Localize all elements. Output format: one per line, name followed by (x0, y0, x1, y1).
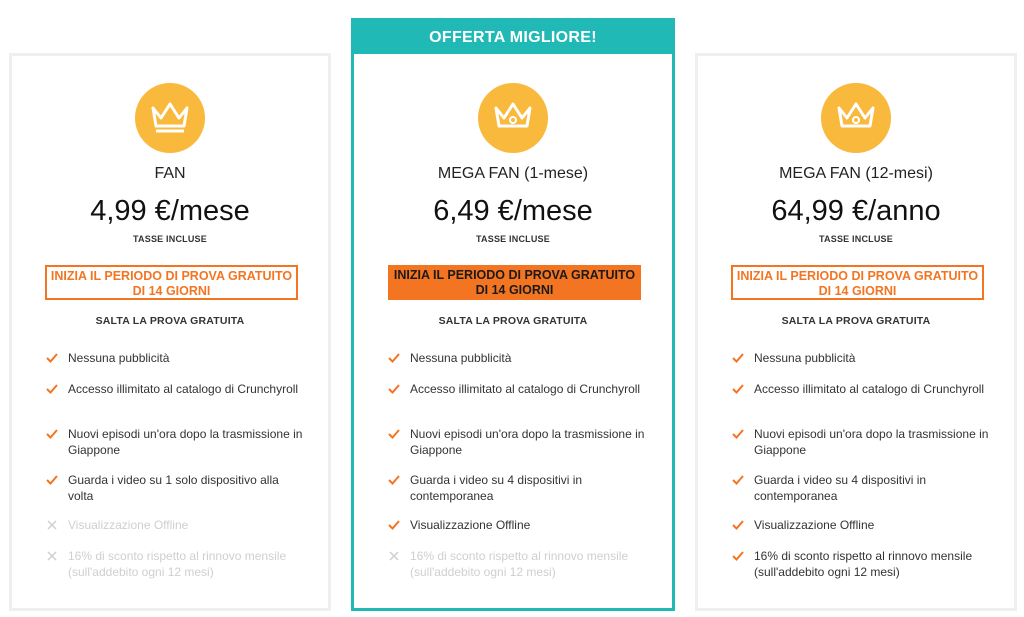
plan-card-mega-fan-1-month (351, 18, 675, 611)
feature-item: Nessuna pubblicità (732, 350, 992, 366)
cross-icon (46, 548, 60, 564)
feature-item: Nuovi episodi un'ora dopo la trasmissione in Giappone (732, 426, 992, 458)
plan-name: FAN (154, 165, 186, 182)
feature-item: Visualizzazione Offline (46, 517, 306, 533)
check-icon (46, 426, 60, 442)
check-icon (732, 472, 746, 488)
feature-item: 16% di sconto rispetto al rinnovo mensile (sull'addebito ogni 12 mesi) (46, 548, 306, 580)
plan-name: MEGA FAN (12-mesi) (779, 165, 933, 182)
feature-item: Guarda i video su 1 solo dispositivo alla volta (46, 472, 306, 504)
crown-icon (478, 83, 548, 153)
feature-item: 16% di sconto rispetto al rinnovo mensile (sull'addebito ogni 12 mesi) (388, 548, 648, 580)
skip-trial-link[interactable]: SALTA LA PROVA GRATUITA (781, 315, 931, 327)
check-icon (732, 350, 746, 366)
plan-name: MEGA FAN (1-mese) (437, 165, 589, 182)
cross-icon (388, 548, 402, 564)
check-icon (46, 381, 60, 397)
crown-icon (135, 83, 205, 153)
check-icon (388, 517, 402, 533)
crown-icon (821, 83, 891, 153)
plan-price: 4,99 €/mese (90, 195, 250, 227)
feature-item: Nessuna pubblicità (46, 350, 306, 366)
check-icon (732, 517, 746, 533)
check-icon (388, 350, 402, 366)
tax-note: TASSE INCLUSE (476, 234, 550, 244)
plan-card-mega-fan-12-month (695, 53, 1017, 611)
check-icon (388, 426, 402, 442)
feature-item: Visualizzazione Offline (388, 517, 648, 533)
plan-price: 6,49 €/mese (433, 195, 593, 227)
start-trial-button[interactable]: INIZIA IL PERIODO DI PROVA GRATUITO DI 14 GIORNI (731, 265, 984, 300)
start-trial-button[interactable]: INIZIA IL PERIODO DI PROVA GRATUITO DI 14 GIORNI (388, 265, 641, 300)
check-icon (732, 548, 746, 564)
cross-icon (46, 517, 60, 533)
best-offer-ribbon: OFFERTA MIGLIORE! (354, 21, 672, 54)
tax-note: TASSE INCLUSE (819, 234, 893, 244)
feature-item: Nessuna pubblicità (388, 350, 648, 366)
feature-item: Guarda i video su 4 dispositivi in contemporanea (732, 472, 992, 504)
check-icon (388, 472, 402, 488)
check-icon (46, 350, 60, 366)
plan-price: 64,99 €/anno (771, 195, 941, 227)
feature-item: Accesso illimitato al catalogo di Crunchyroll (46, 381, 306, 397)
feature-item: Guarda i video su 4 dispositivi in contemporanea (388, 472, 648, 504)
check-icon (388, 381, 402, 397)
check-icon (732, 426, 746, 442)
feature-item: Accesso illimitato al catalogo di Crunchyroll (732, 381, 992, 397)
check-icon (46, 472, 60, 488)
feature-item: Nuovi episodi un'ora dopo la trasmissione in Giappone (46, 426, 306, 458)
feature-item: Nuovi episodi un'ora dopo la trasmissione in Giappone (388, 426, 648, 458)
feature-item: 16% di sconto rispetto al rinnovo mensile (sull'addebito ogni 12 mesi) (732, 548, 992, 580)
feature-item: Accesso illimitato al catalogo di Crunchyroll (388, 381, 648, 397)
start-trial-button[interactable]: INIZIA IL PERIODO DI PROVA GRATUITO DI 14 GIORNI (45, 265, 298, 300)
tax-note: TASSE INCLUSE (133, 234, 207, 244)
plan-card-fan (9, 53, 331, 611)
check-icon (732, 381, 746, 397)
feature-item: Visualizzazione Offline (732, 517, 992, 533)
skip-trial-link[interactable]: SALTA LA PROVA GRATUITA (95, 315, 245, 327)
skip-trial-link[interactable]: SALTA LA PROVA GRATUITA (438, 315, 588, 327)
